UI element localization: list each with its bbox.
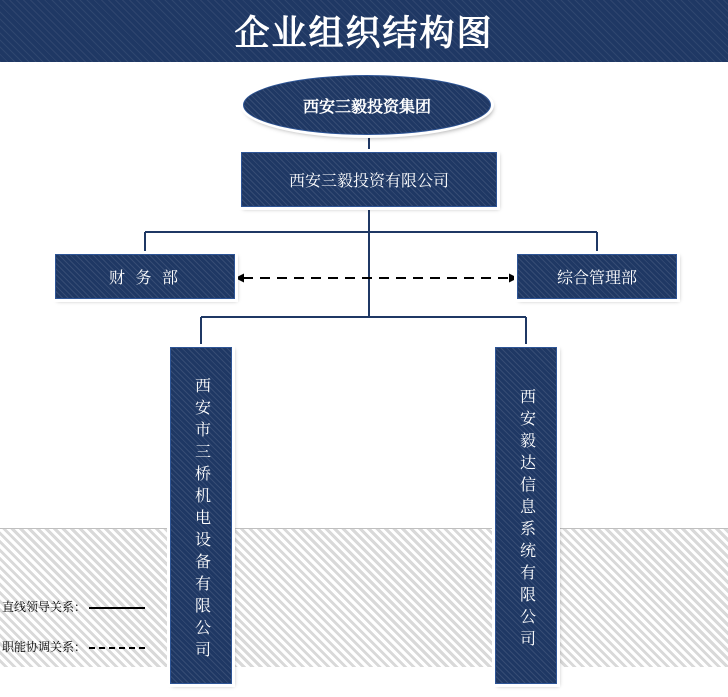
node-admin-dept[interactable] <box>517 254 677 299</box>
node-company[interactable] <box>241 152 497 207</box>
legend-solid-line-icon <box>89 607 145 609</box>
node-sanqiao-label: 西安市三桥机电设备有限公司 <box>192 376 210 663</box>
node-yida-label: 西安毅达信息系统有限公司 <box>517 387 535 652</box>
node-finance-dept[interactable] <box>55 254 235 299</box>
node-admin-label: 综合管理部 <box>556 270 637 287</box>
legend-label-solid: 直线领导关系： <box>2 599 87 614</box>
legend-item-solid <box>0 597 160 615</box>
legend <box>0 597 160 697</box>
org-chart <box>0 62 728 666</box>
legend-label-dashed: 职能协调关系： <box>2 639 87 654</box>
legend-dashed-line-icon <box>89 647 145 649</box>
node-group[interactable] <box>243 75 491 135</box>
node-finance-label: 财 务 部 <box>109 270 181 287</box>
page-title: 企业组织结构图 <box>234 14 494 53</box>
node-yida-subsidiary[interactable] <box>495 347 557 684</box>
node-group-label: 西安三毅投资集团 <box>302 98 431 116</box>
legend-item-dashed <box>0 637 160 655</box>
node-sanqiao-subsidiary[interactable] <box>170 347 232 684</box>
page-title-banner <box>0 0 728 62</box>
node-company-label: 西安三毅投资有限公司 <box>288 173 449 190</box>
